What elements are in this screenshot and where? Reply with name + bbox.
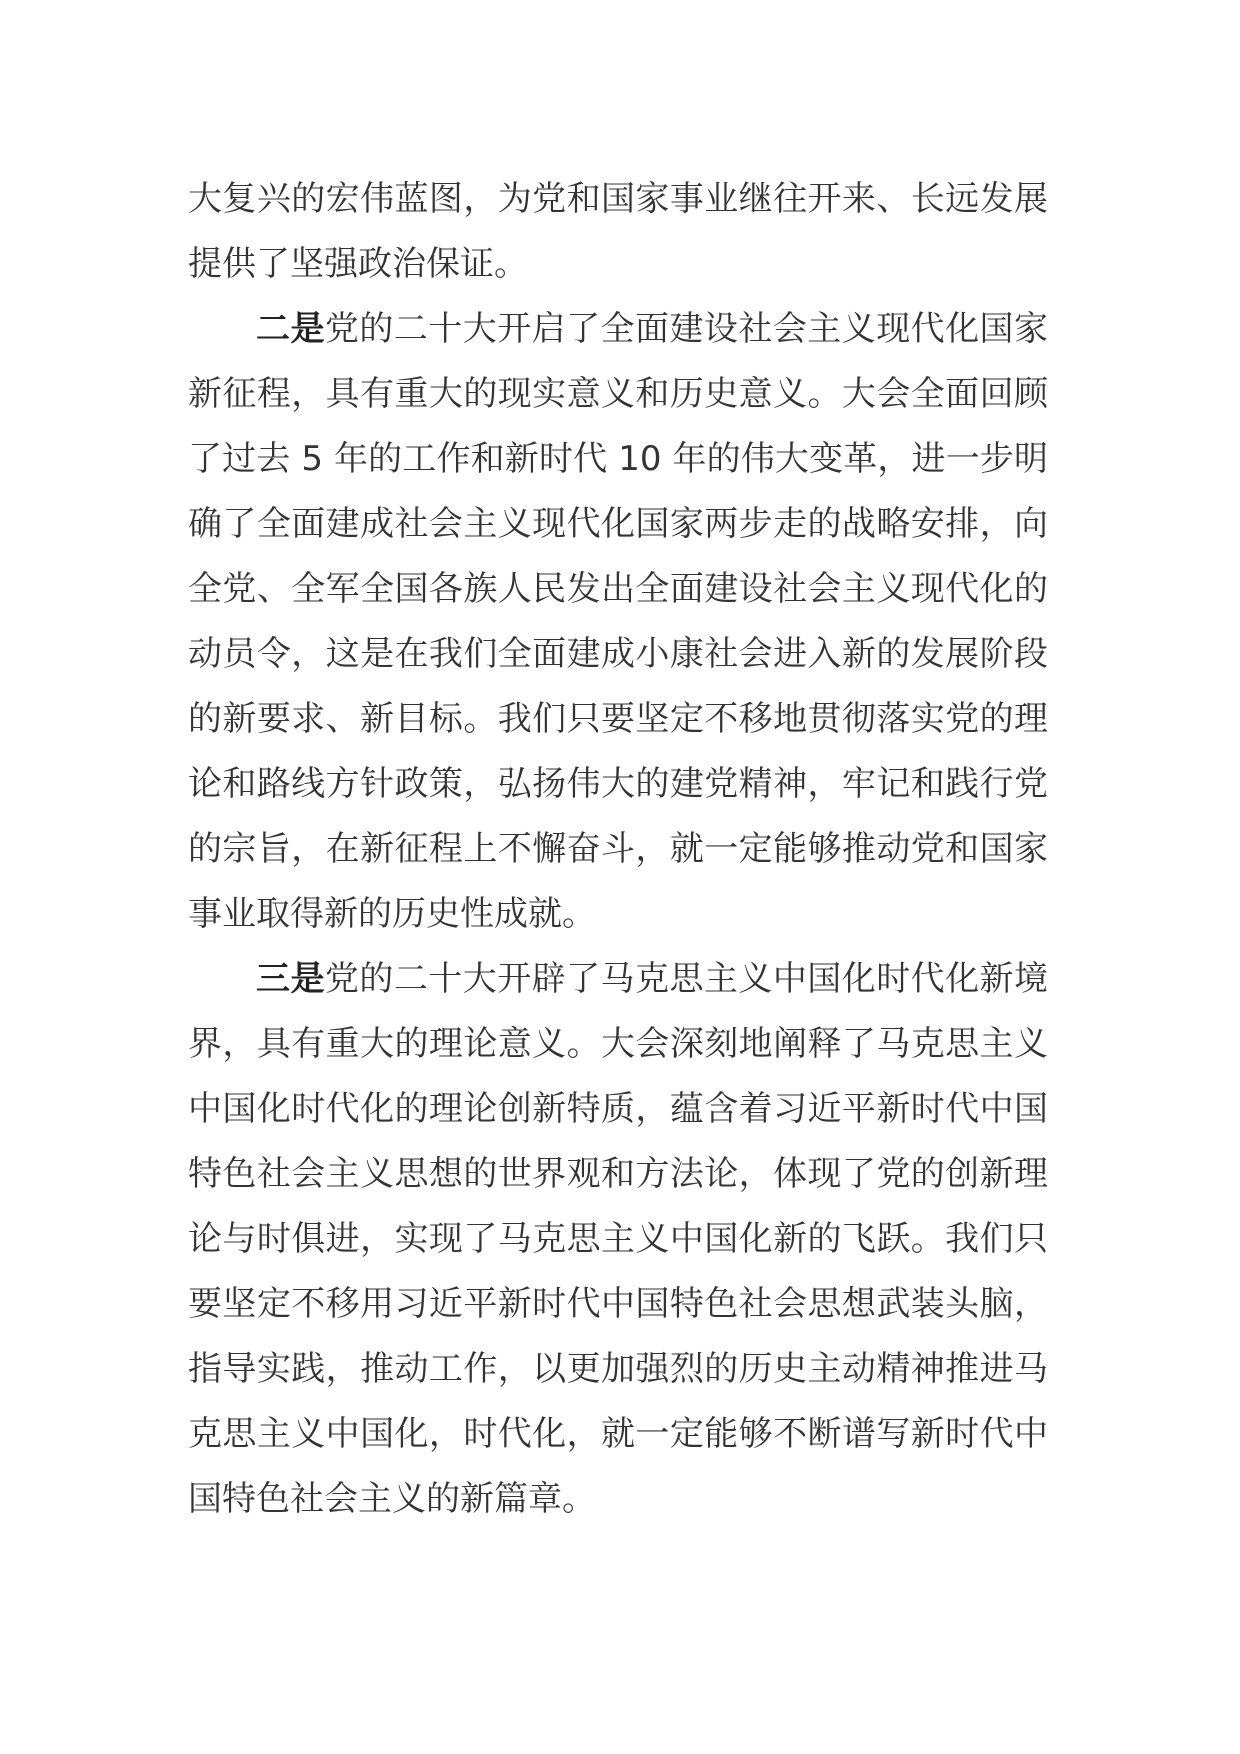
paragraph-continuation xyxy=(188,167,1048,297)
paragraph-point-three xyxy=(188,947,1048,1532)
paragraph-text: 大复兴的宏伟蓝图，为党和国家事业继往开来、长远发展提供了坚强政治保证。 xyxy=(188,179,1048,284)
paragraph-text: 党的二十大开辟了马克思主义中国化时代化新境界，具有重大的理论意义。大会深刻地阐释了马克思主义中国化时代化的理论创新特质，蕴含着习近平新时代中国特色社会主义思想的世界观和方法论，体现了党的创新理论与时俱进，实现了马克思主义中国化新的飞跃。我们只要坚定不移用习近平新时代中国特色社会思想武装头脑，指导实践，推动工作，以更加强烈的历史主动精神推进马克思主义中国化，时代化，就一定能够不断谱写新时代中国特色社会主义的新篇章。 xyxy=(188,959,1049,1519)
document-body xyxy=(188,167,1048,1532)
paragraph-lead: 三是 xyxy=(256,959,325,999)
paragraph-lead: 二是 xyxy=(256,309,325,349)
paragraph-point-two xyxy=(188,297,1048,947)
paragraph-text: 党的二十大开启了全面建设社会主义现代化国家新征程，具有重大的现实意义和历史意义。大会全面回顾了过去 5 年的工作和新时代 10 年的伟大变革，进一步明确了全面建成社会主义现代化国家两步走的战略安排，向全党、全军全国各族人民发出全面建设社会主义现代化的动员令，这是在我们全面建成小康社会进入新的发展阶段的新要求、新目标。我们只要坚定不移地贯彻落实党的理论和路线方针政策，弘扬伟大的建党精神，牢记和践行党的宗旨，在新征程上不懈奋斗，就一定能够推动党和国家事业取得新的历史性成就。 xyxy=(188,309,1049,934)
